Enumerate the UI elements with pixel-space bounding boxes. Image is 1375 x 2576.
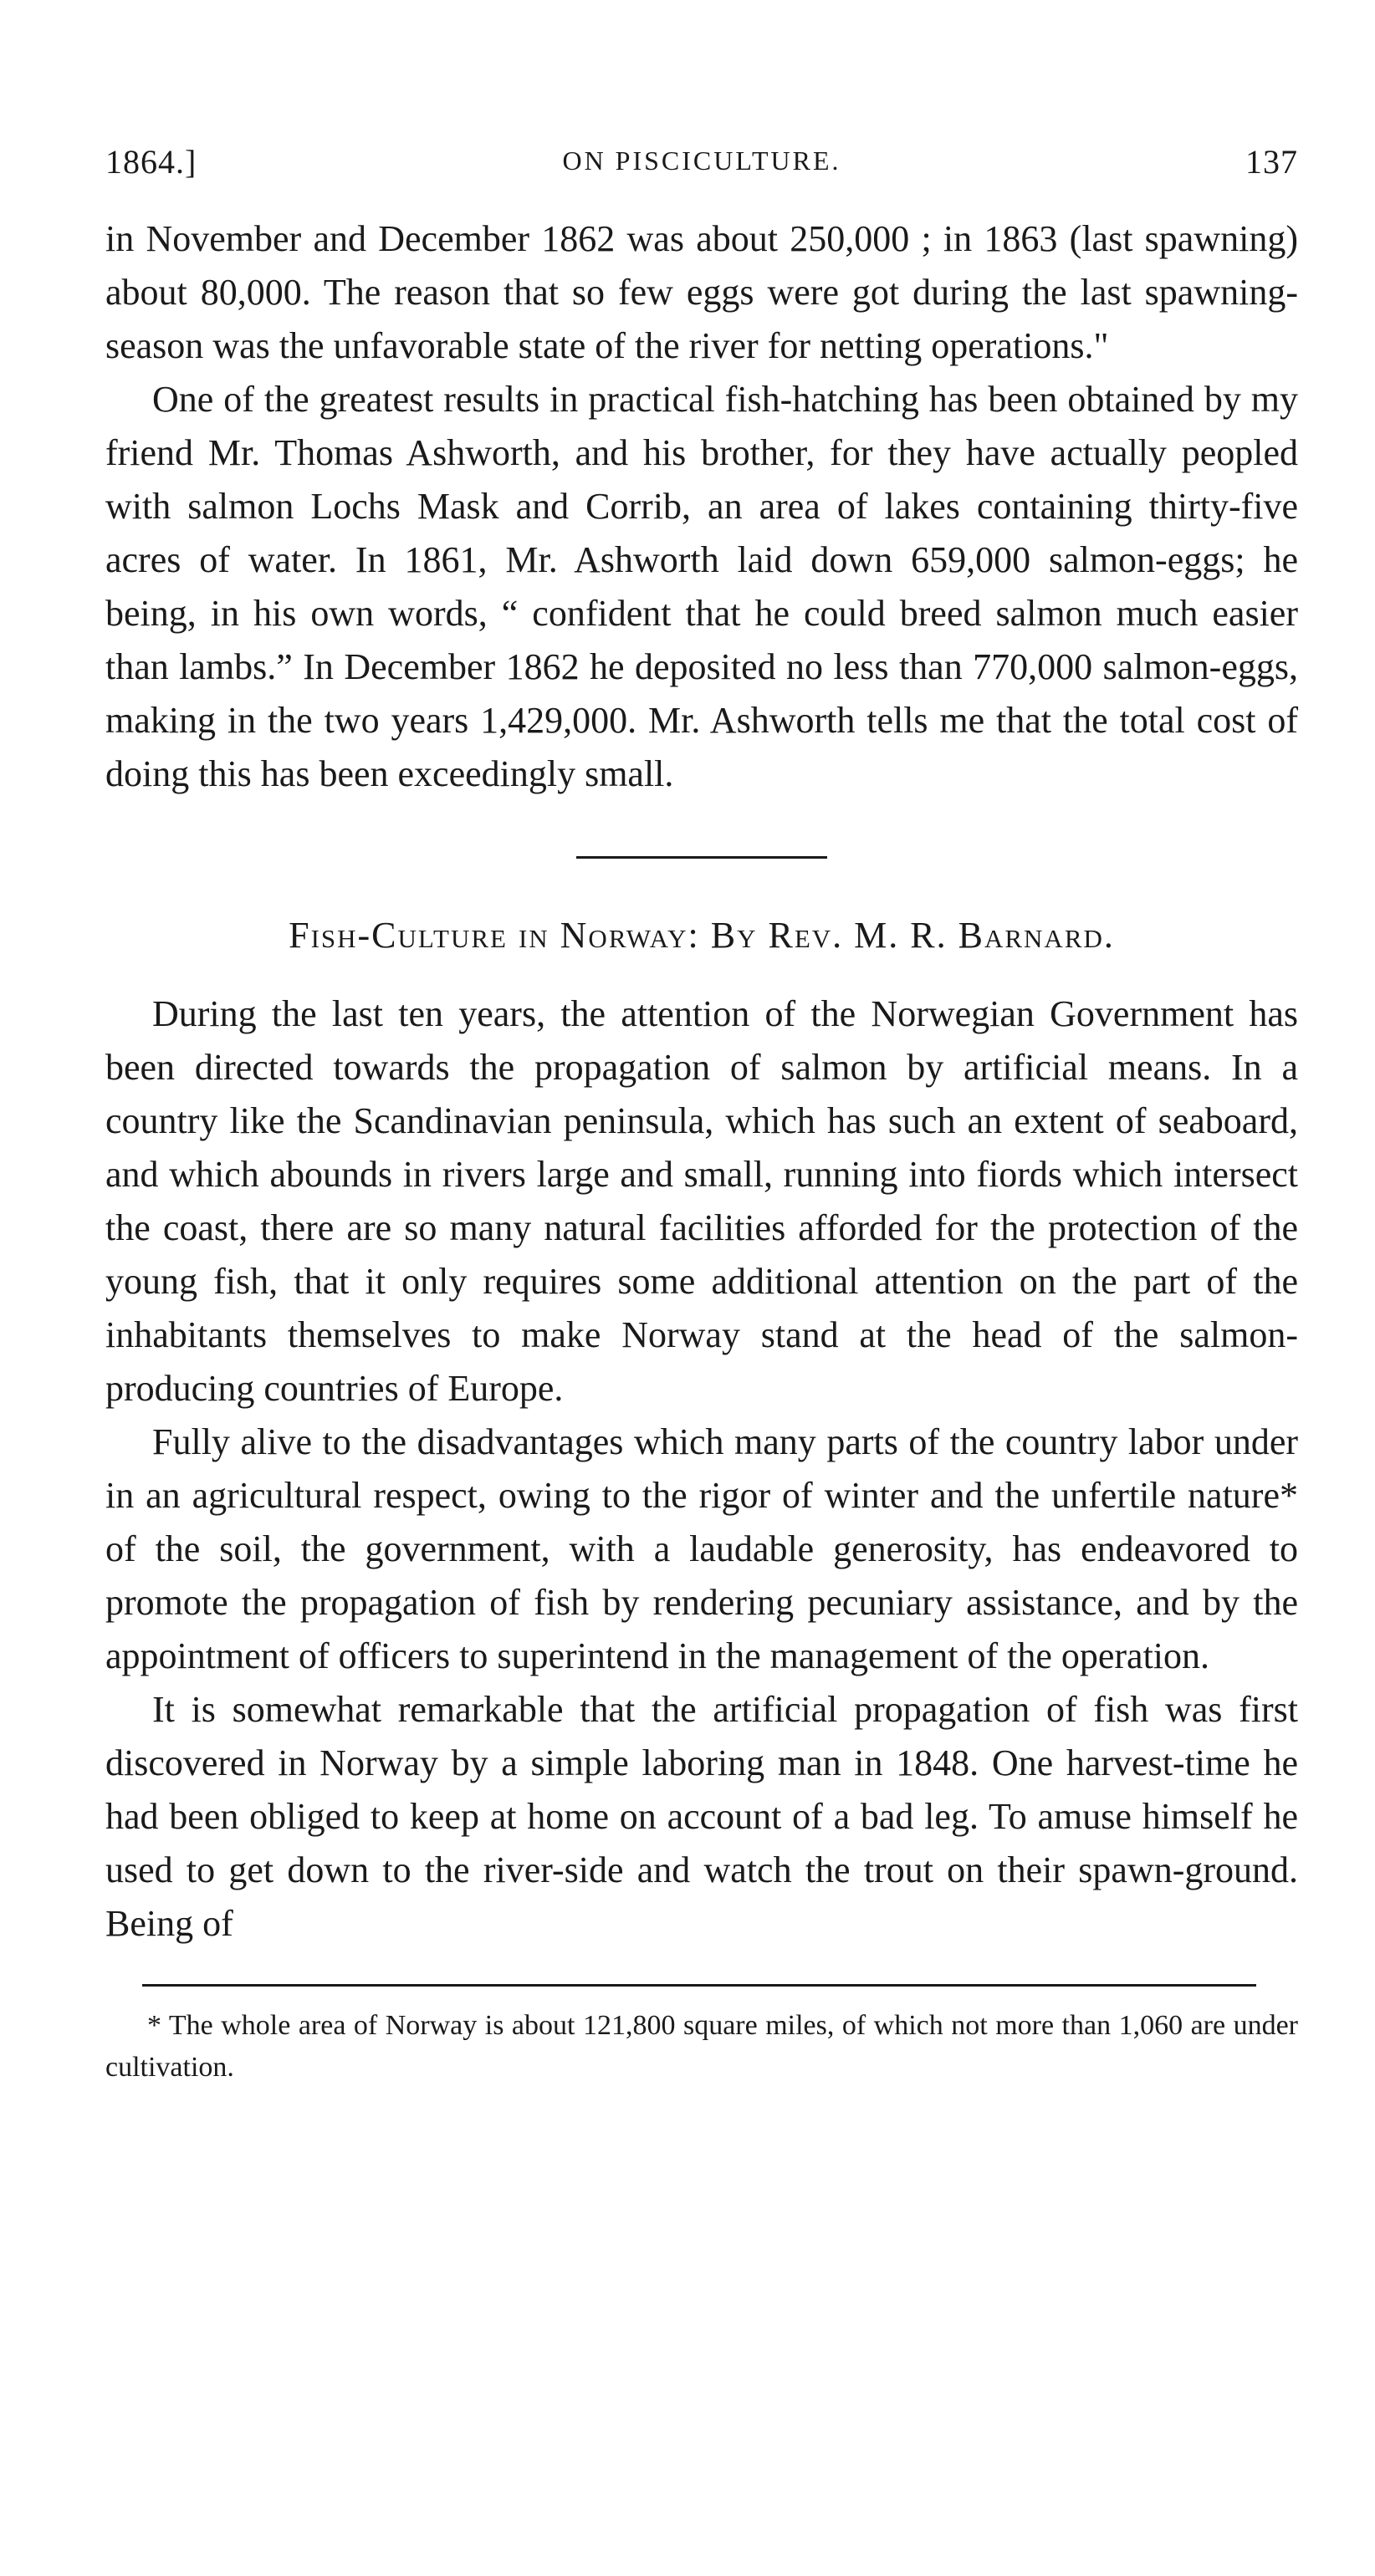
header-year: 1864.] [105, 143, 197, 181]
header-title: ON PISCICULTURE. [562, 145, 841, 176]
paragraph-norway-1: During the last ten years, the attention of the Norwegian Government has been directed towards the propagation of salmon by artificial means. In a country like the Scandinavian peninsula, which has such an extent of seaboard, and which abounds in rivers large and small, running into fiords which intersect the coast, there are so many natural facilities afforded for the protection of the young fish, that it only requires some additional attention on the part of the inhabitants themselves to make Norway stand at the head of the salmon-producing countries of Europe. [105, 993, 1298, 1409]
paragraph-continued: in November and December 1862 was about 250,000 ; in 1863 (last spawning) about 80,000. The reason that so few eggs were got during the last spawning-season was the unfavorable state of the river for netting operations." [105, 218, 1298, 366]
section-title: Fish-Culture in Norway: By Rev. M. R. Barnard. [289, 915, 1115, 956]
paragraph-norway-2: Fully alive to the disadvantages which many parts of the country labor under in an agricultural respect, owing to the rigor of winter and the unfertile nature* of the soil, the government, with a laudable generosity, has endeavored to promote the propagation of fish by rendering pecuniary assistance, and by the appointment of officers to superintend in the management of the operation. [105, 1421, 1298, 1676]
paragraph-norway-3: It is somewhat remarkable that the artificial propagation of fish was first discovered in Norway by a simple laboring man in 1848. One harvest-time he had been obliged to keep at home on account of a bad leg. To amuse himself he used to get down to the river-side and watch the trout on their spawn-ground. Being of [105, 1689, 1298, 1944]
running-head [105, 142, 1298, 192]
footnote-text: * The whole area of Norway is about 121,800 square miles, of which not more than 1,060 are under cultivation. [105, 2010, 1298, 2083]
page-number: 137 [1245, 143, 1298, 181]
footnote-rule [142, 1984, 1256, 1987]
book-page [105, 142, 1298, 2089]
main-text [105, 212, 1298, 1951]
footnote [105, 2005, 1298, 2089]
paragraph-ashworth: One of the greatest results in practical fish-hatching has been obtained by my friend Mr. Thomas Ashworth, and his brother, for they have actually peopled with salmon Lochs Mask and Corrib, an area of lakes containing thirty-five acres of water. In 1861, Mr. Ashworth laid down 659,000 salmon-eggs; he being, in his own words, “ confident that he could breed salmon much easier than lambs.” In December 1862 he deposited no less than 770,000 salmon-eggs, making in the two years 1,429,000. Mr. Ashworth tells me that the total cost of doing this has been exceedingly small. [105, 379, 1298, 794]
section-divider [576, 856, 827, 859]
